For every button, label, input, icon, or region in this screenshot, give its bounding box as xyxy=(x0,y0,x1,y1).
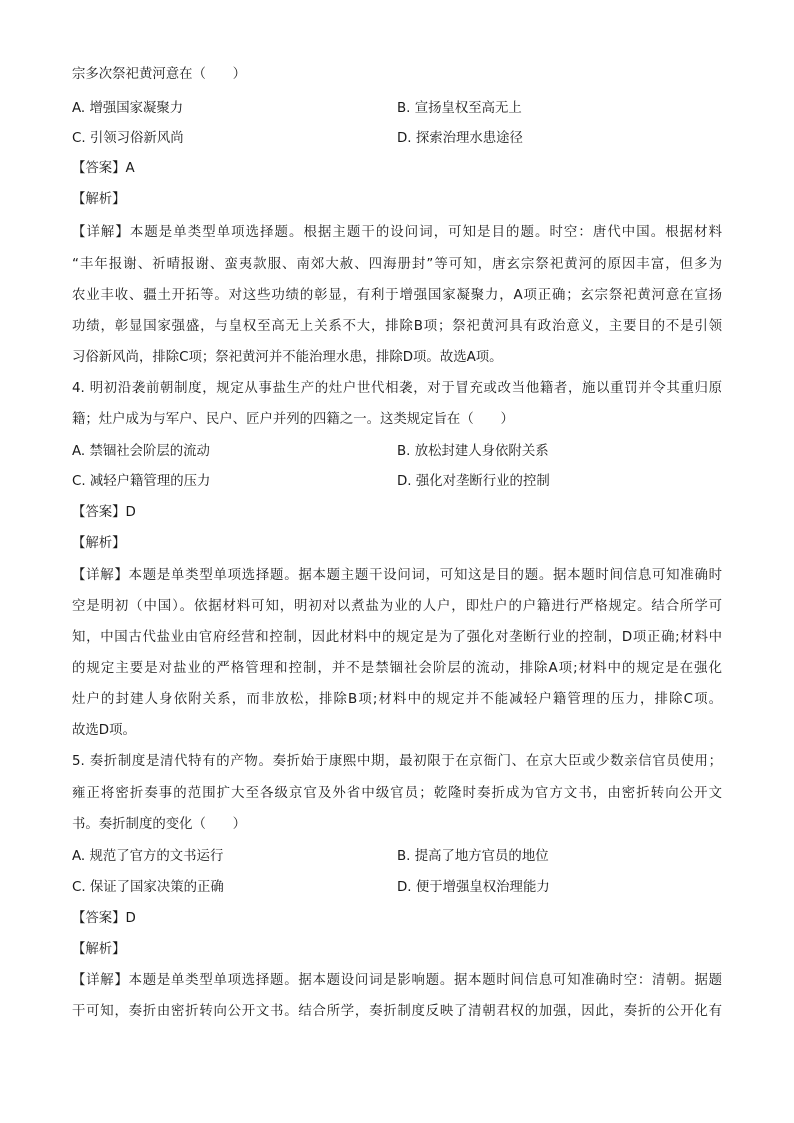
q4-explanation-line: 空是明初（中国）。依据材料可知，明初对以煮盐为业的人户，即灶户的户籍进行严格规定。结合所学可 xyxy=(72,599,722,614)
q4-explanation-line: 的规定主要是对盐业的严格管理和控制，并不是禁锢社会阶层的流动，排除A项;材料中的规定是在强化 xyxy=(72,661,722,676)
q4-explanation-line: 【详解】本题是单类型单项选择题。据本题主题干设问词，可知这是目的题。据本题时间信息可知准确时 xyxy=(72,568,722,583)
q5-stem-line: 书。奏折制度的变化（ ） xyxy=(72,817,247,832)
q5-explanation-line: 干可知，奏折由密折转向公开文书。结合所学，奏折制度反映了清朝君权的加强，因此，奏折的公开化有 xyxy=(72,1004,722,1019)
q3-option-c: C. 引领习俗新风尚 xyxy=(72,131,184,146)
q3-explanation-line: “丰年报谢、祈晴报谢、蛮夷款服、南郊大赦、四海册封”等可知，唐玄宗祭祀黄河的原因丰富，但多为 xyxy=(72,257,722,272)
q3-explanation-line: 习俗新风尚，排除C项；祭祀黄河并不能治理水患，排除D项。故选A项。 xyxy=(72,350,503,365)
q4-stem-line: 籍；灶户成为与军户、民户、匠户并列的四籍之一。这类规定旨在（ ） xyxy=(72,412,514,427)
q5-stem-line: 雍正将密折奏事的范围扩大至各级京官及外省中级官员；乾隆时奏折成为官方文书，由密折转向公开文 xyxy=(72,786,722,801)
q3-explanation-line: 农业丰收、疆土开拓等。对这些功绩的彰显，有利于增强国家凝聚力，A项正确；玄宗祭祀黄河意在宣扬 xyxy=(72,288,722,303)
q5-stem-line: 5. 奏折制度是清代特有的产物。奏折始于康熙中期，最初限于在京衙门、在京大臣或少数亲信官员使用； xyxy=(72,754,722,769)
q3-stem-tail: 宗多次祭祀黄河意在（ ） xyxy=(72,67,247,82)
q4-answer: 【答案】D xyxy=(72,505,136,520)
q4-analysis-label: 【解析】 xyxy=(72,536,126,551)
q5-option-d: D. 便于增强皇权治理能力 xyxy=(397,880,550,895)
q3-explanation-line: 功绩，彰显国家强盛，与皇权至高无上关系不大，排除B项；祭祀黄河具有政治意义，主要目的不是引领 xyxy=(72,319,722,334)
q5-answer: 【答案】D xyxy=(72,911,136,926)
q3-option-d: D. 探索治理水患途径 xyxy=(397,131,523,146)
q4-explanation-line: 故选D项。 xyxy=(72,723,136,738)
q3-option-a: A. 增强国家凝聚力 xyxy=(72,101,184,116)
q5-option-b: B. 提高了地方官员的地位 xyxy=(397,849,549,864)
q5-option-a: A. 规范了官方的文书运行 xyxy=(72,849,224,864)
q4-explanation-line: 灶户的封建人身依附关系，而非放松，排除B项;材料中的规定并不能减轻户籍管理的压力，排除C项。 xyxy=(72,692,722,707)
q4-stem-line: 4. 明初沿袭前朝制度，规定从事盐生产的灶户世代相袭，对于冒充或改当他籍者，施以重罚并令其重归原 xyxy=(72,381,722,396)
q4-option-c: C. 减轻户籍管理的压力 xyxy=(72,474,211,489)
q5-option-c: C. 保证了国家决策的正确 xyxy=(72,880,224,895)
q3-explanation-line: 【详解】本题是单类型单项选择题。根据主题干的设问词，可知是目的题。时空：唐代中国。根据材料 xyxy=(72,225,722,240)
q3-analysis-label: 【解析】 xyxy=(72,192,126,207)
q5-analysis-label: 【解析】 xyxy=(72,942,126,957)
q4-option-a: A. 禁锢社会阶层的流动 xyxy=(72,444,210,459)
q4-explanation-line: 知，中国古代盐业由官府经营和控制，因此材料中的规定是为了强化对垄断行业的控制，D项正确;材料中 xyxy=(72,630,722,645)
q3-option-b: B. 宣扬皇权至高无上 xyxy=(397,101,522,116)
q5-explanation-line: 【详解】本题是单类型单项选择题。据本题设问词是影响题。据本题时间信息可知准确时空：清朝。据题 xyxy=(72,973,722,988)
q3-answer: 【答案】A xyxy=(72,161,135,176)
q4-option-b: B. 放松封建人身依附关系 xyxy=(397,444,549,459)
q4-option-d: D. 强化对垄断行业的控制 xyxy=(397,474,550,489)
